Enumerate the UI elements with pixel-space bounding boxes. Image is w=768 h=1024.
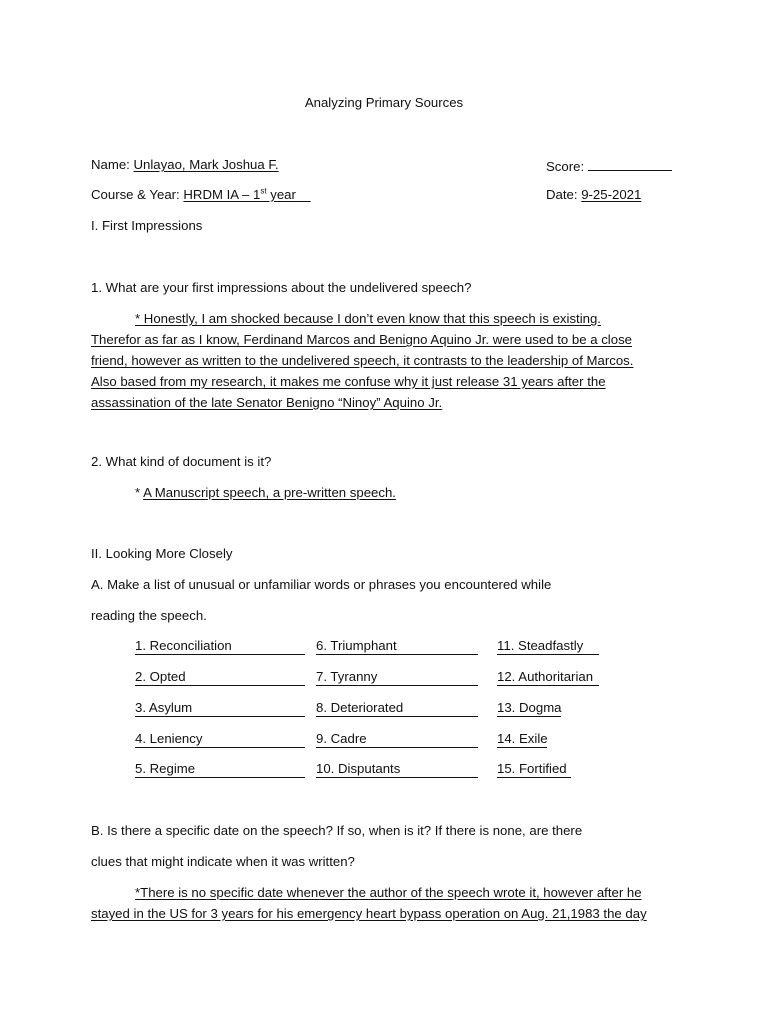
word-item: 11. Steadfastly bbox=[497, 638, 599, 655]
word-list-row bbox=[135, 731, 615, 749]
word-item: 4. Leniency bbox=[135, 731, 305, 748]
name-row bbox=[91, 157, 279, 173]
word-item: 3. Asylum bbox=[135, 700, 305, 717]
answer-1-line: assassination of the late Senator Benigno “Ninoy” Aquino Jr. bbox=[91, 395, 443, 410]
answer-2-text: A Manuscript speech, a pre-written speech. bbox=[143, 485, 396, 500]
word-item: 15. Fortified bbox=[497, 761, 571, 778]
word-list-row bbox=[135, 638, 615, 656]
question-b-line: B. Is there a specific date on the speech? If so, when is it? If there is none, are there bbox=[91, 823, 583, 838]
answer-b bbox=[91, 882, 675, 924]
course-row bbox=[91, 187, 311, 203]
section-1-heading: I. First Impressions bbox=[91, 218, 203, 233]
word-list-row bbox=[135, 761, 615, 779]
word-list-row bbox=[135, 669, 615, 687]
answer-b-line: stayed in the US for 3 years for his emergency heart bypass operation on Aug. 21,1983 the day bbox=[91, 906, 647, 921]
date-label: Date: bbox=[546, 187, 578, 202]
question-b-line: clues that might indicate when it was written? bbox=[91, 854, 355, 869]
word-item: 5. Regime bbox=[135, 761, 305, 778]
word-item: 10. Disputants bbox=[316, 761, 478, 778]
question-a-line: A. Make a list of unusual or unfamiliar words or phrases you encountered while bbox=[91, 577, 552, 592]
answer-1-line: Also based from my research, it makes me confuse why it just release 31 years after the bbox=[91, 374, 606, 389]
answer-2 bbox=[135, 485, 396, 501]
date-value: 9-25-2021 bbox=[581, 187, 642, 202]
course-value-suffix: year bbox=[266, 187, 296, 202]
score-label: Score: bbox=[546, 159, 585, 174]
section-2-heading: II. Looking More Closely bbox=[91, 546, 233, 561]
word-item: 8. Deteriorated bbox=[316, 700, 478, 717]
word-item: 6. Triumphant bbox=[316, 638, 478, 655]
answer-1-line: Therefor as far as I know, Ferdinand Marcos and Benigno Aquino Jr. were used to be a close bbox=[91, 332, 632, 347]
answer-1-line: * Honestly, I am shocked because I don’t even know that this speech is existing. bbox=[135, 311, 601, 326]
course-value-sup: st bbox=[260, 186, 267, 196]
course-label: Course & Year: bbox=[91, 187, 180, 202]
date-row bbox=[546, 187, 641, 203]
word-item: 13. Dogma bbox=[497, 700, 562, 715]
answer-1 bbox=[91, 308, 675, 413]
question-1: 1. What are your first impressions about the undelivered speech? bbox=[91, 280, 472, 295]
course-value-main: HRDM IA – 1 bbox=[183, 187, 261, 202]
course-value bbox=[183, 187, 310, 202]
answer-1-line: friend, however as written to the undelivered speech, it contrasts to the leadership of Marcos. bbox=[91, 353, 634, 368]
answer-b-line: *There is no specific date whenever the author of the speech wrote it, however after he bbox=[135, 885, 642, 900]
word-item: 1. Reconciliation bbox=[135, 638, 305, 655]
question-2: 2. What kind of document is it? bbox=[91, 454, 272, 469]
word-item: 7. Tyranny bbox=[316, 669, 478, 686]
word-item: 12. Authoritarian bbox=[497, 669, 599, 686]
word-list-row bbox=[135, 700, 615, 718]
question-a-line: reading the speech. bbox=[91, 608, 207, 623]
word-item: 2. Opted bbox=[135, 669, 305, 686]
word-item: 9. Cadre bbox=[316, 731, 478, 748]
word-item: 14. Exile bbox=[497, 731, 548, 746]
document-title: Analyzing Primary Sources bbox=[304, 95, 464, 110]
score-blank bbox=[588, 157, 672, 171]
name-label: Name: bbox=[91, 157, 130, 172]
answer-2-bullet: * bbox=[135, 485, 144, 500]
name-value: Unlayao, Mark Joshua F. bbox=[133, 157, 279, 172]
score-row bbox=[546, 157, 672, 175]
